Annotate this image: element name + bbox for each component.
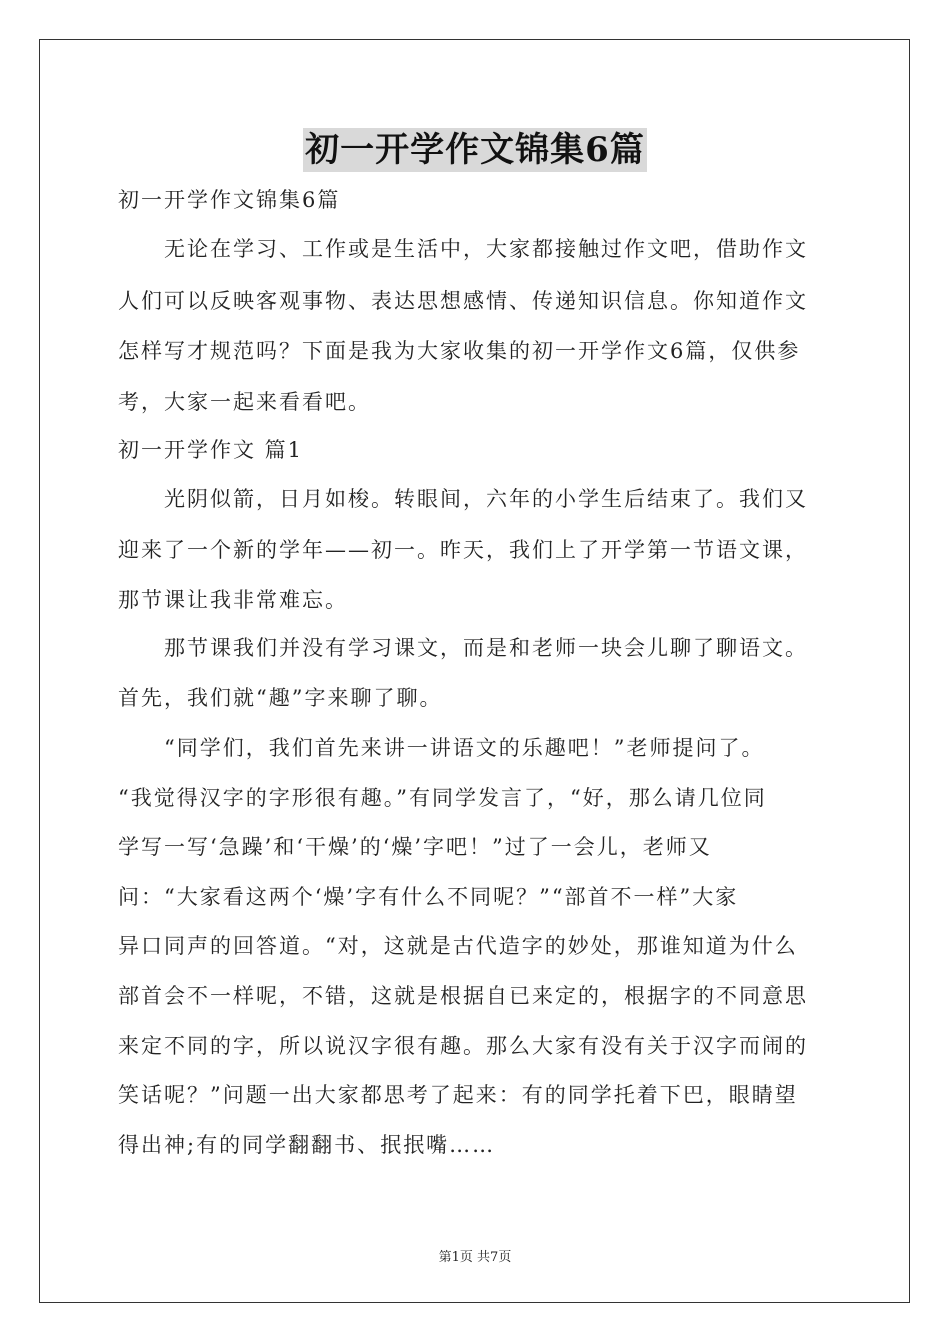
paragraph-line: 考，大家一起来看看吧。: [118, 390, 371, 414]
paragraph-line: 光阴似箭，日月如梭。转眼间，六年的小学生后结束了。我们又: [164, 487, 808, 511]
paragraph-line: 笑话呢？”问题一出大家都思考了起来：有的同学托着下巴，眼睛望: [118, 1083, 798, 1107]
subtitle-line: 初一开学作文锦集6篇: [118, 188, 341, 212]
paragraph-line: 迎来了一个新的学年——初一。昨天，我们上了开学第一节语文课，: [118, 538, 808, 562]
paragraph-line: 部首会不一样呢，不错，这就是根据自已来定的，根据字的不同意思: [118, 984, 808, 1008]
paragraph-line: “同学们，我们首先来讲一讲语文的乐趣吧！”老师提问了。: [164, 736, 765, 760]
paragraph-line: 问：“大家看这两个‘燥’字有什么不同呢？”“部首不一样”大家: [118, 885, 739, 909]
document-title: 初一开学作文锦集6篇: [305, 130, 645, 170]
paragraph-line: 那节课让我非常难忘。: [118, 588, 348, 612]
paragraph-line: 人们可以反映客观事物、表达思想感情、传递知识信息。你知道作文: [118, 289, 808, 313]
page-footer: 第1页 共7页: [438, 1250, 512, 1265]
paragraph-line: 怎样写才规范吗？下面是我为大家收集的初一开学作文6篇，仅供参: [118, 339, 801, 363]
paragraph-line: 无论在学习、工作或是生活中，大家都接触过作文吧，借助作文: [164, 237, 808, 261]
paragraph-line: “我觉得汉字的字形很有趣。”有同学发言了，“好，那么请几位同: [118, 786, 767, 810]
title-container: [0, 128, 950, 172]
page-border: [39, 39, 910, 1303]
paragraph-line: 首先，我们就“趣”字来聊了聊。: [118, 686, 443, 710]
paragraph-line: 来定不同的字，所以说汉字很有趣。那么大家有没有关于汉字而闹的: [118, 1034, 808, 1058]
paragraph-line: 得出神;有的同学翻翻书、抿抿嘴……: [118, 1133, 496, 1157]
paragraph-line: 那节课我们并没有学习课文，而是和老师一块会儿聊了聊语文。: [164, 636, 808, 660]
paragraph-line: 异口同声的回答道。“对，这就是古代造字的妙处，那谁知道为什么: [118, 934, 798, 958]
paragraph-line: 学写一写‘急躁’和‘干燥’的‘燥’字吧！”过了一会儿，老师又: [118, 835, 712, 859]
section-heading: 初一开学作文 篇1: [118, 438, 304, 462]
